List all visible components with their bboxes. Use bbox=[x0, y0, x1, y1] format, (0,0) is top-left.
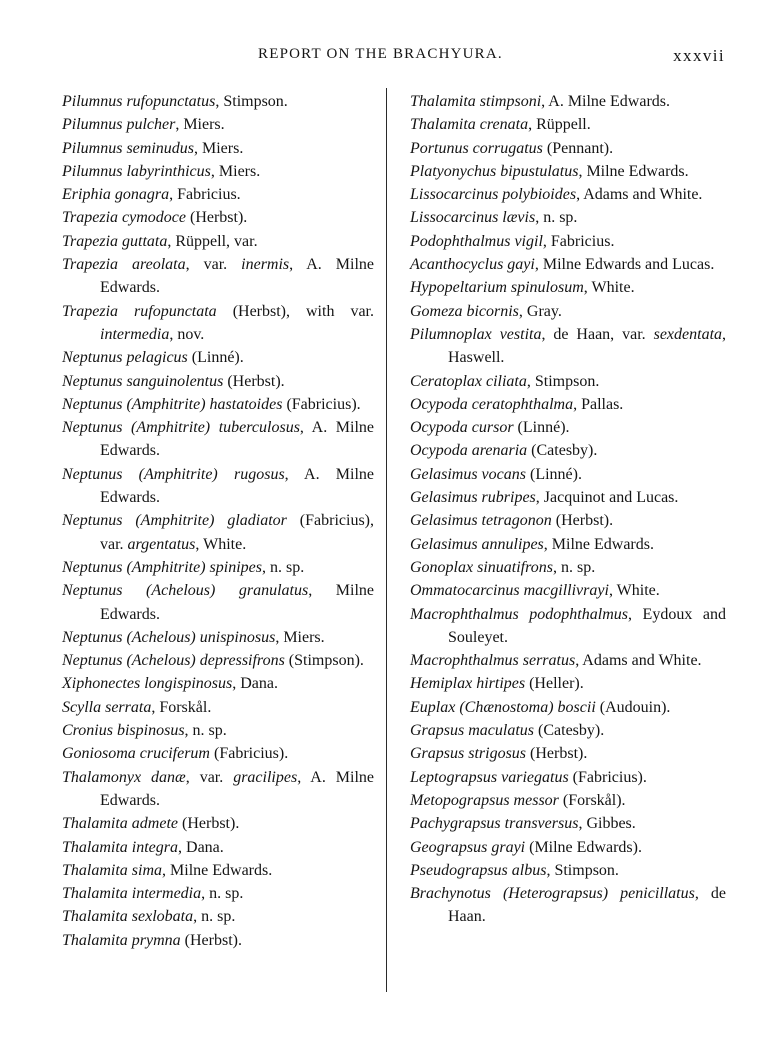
authority: , Pallas. bbox=[573, 395, 624, 413]
authority: (Linné). bbox=[187, 349, 244, 367]
species-name: Pilumnus labyrinthicus bbox=[62, 162, 211, 180]
species-entry bbox=[62, 230, 374, 253]
authority: , Stimpson. bbox=[526, 372, 600, 390]
species-name: Lissocarcinus lævis bbox=[410, 209, 536, 227]
species-entry bbox=[410, 742, 726, 765]
species-name: Neptunus (Amphitrite) tuberculosus bbox=[62, 419, 300, 437]
species-entry bbox=[410, 160, 726, 183]
species-name: inermis bbox=[241, 256, 290, 274]
species-name: Ocypoda cursor bbox=[410, 419, 514, 437]
species-entry bbox=[62, 206, 374, 229]
authority: , White. bbox=[195, 535, 247, 553]
authority: (Heller). bbox=[525, 675, 584, 693]
authority: , White. bbox=[583, 279, 635, 297]
authority: (Fabricius), var. bbox=[100, 512, 375, 553]
species-name: Neptunus (Achelous) granulatus bbox=[62, 582, 309, 600]
species-name: Gonoplax sinuatifrons bbox=[410, 558, 553, 576]
authority: (Fabricius). bbox=[209, 745, 289, 763]
species-entry bbox=[62, 393, 374, 416]
species-entry bbox=[62, 905, 374, 928]
species-entry bbox=[62, 766, 374, 813]
species-name: sexdentata bbox=[653, 325, 723, 343]
species-entry bbox=[62, 579, 374, 626]
species-name: Eriphia gonagra bbox=[62, 186, 170, 204]
authority: , n. sp. bbox=[193, 908, 236, 926]
species-entry bbox=[410, 556, 726, 579]
species-name: Neptunus sanguinolentus bbox=[62, 372, 224, 390]
authority: , n. sp. bbox=[261, 558, 305, 576]
species-entry bbox=[62, 626, 374, 649]
authority: (Linné). bbox=[513, 419, 570, 437]
species-entry bbox=[410, 882, 726, 929]
authority: (Linné). bbox=[525, 465, 582, 483]
species-entry bbox=[410, 859, 726, 882]
species-entry bbox=[410, 649, 726, 672]
species-name: Thalamita crenata bbox=[410, 116, 529, 134]
authority: , A. Milne Edwards. bbox=[541, 93, 671, 110]
species-name: Gelasimus tetragonon bbox=[410, 512, 552, 530]
authority: (Pennant). bbox=[542, 139, 614, 157]
species-name: Gomeza bicornis bbox=[410, 302, 519, 320]
authority: , Stimpson. bbox=[215, 93, 288, 110]
species-entry bbox=[410, 603, 726, 650]
species-name: Geograpsus grayi bbox=[410, 838, 526, 856]
species-name: Ocypoda ceratophthalma bbox=[410, 395, 574, 413]
authority: , n. sp. bbox=[552, 558, 596, 576]
authority: , n. sp. bbox=[535, 209, 578, 227]
species-entry bbox=[62, 812, 374, 835]
authority: , Dana. bbox=[232, 675, 278, 693]
authority: , Miers. bbox=[175, 116, 225, 134]
species-entry bbox=[410, 463, 726, 486]
species-entry bbox=[410, 183, 726, 206]
species-name: Trapezia rufopunctata bbox=[62, 302, 217, 320]
species-name: Ceratoplax ciliata bbox=[410, 372, 527, 390]
species-name: Pseudograpsus albus bbox=[410, 861, 547, 879]
species-name: Neptunus (Amphitrite) spinipes bbox=[62, 558, 262, 576]
authority: , Milne Edwards. bbox=[100, 582, 374, 623]
species-name: Ommatocarcinus macgillivrayi bbox=[410, 582, 609, 600]
species-entry bbox=[62, 649, 374, 672]
species-name: intermedia bbox=[100, 325, 170, 343]
species-entry bbox=[62, 836, 374, 859]
species-entry bbox=[62, 719, 374, 742]
species-entry bbox=[62, 137, 374, 160]
right-column bbox=[410, 90, 726, 929]
authority: , var. bbox=[185, 768, 234, 786]
page-number: xxxvii bbox=[673, 46, 725, 65]
species-entry bbox=[62, 556, 374, 579]
species-name: Hemiplax hirtipes bbox=[410, 675, 526, 693]
authority: , Dana. bbox=[178, 838, 224, 856]
species-name: Trapezia cymodoce bbox=[62, 209, 186, 227]
authority: (Fabricius). bbox=[568, 768, 647, 786]
authority: , Stimpson. bbox=[546, 861, 619, 879]
species-entry bbox=[410, 137, 726, 160]
species-name: Gelasimus annulipes bbox=[410, 535, 544, 553]
species-name: gracilipes bbox=[233, 768, 298, 786]
species-entry bbox=[62, 300, 374, 347]
species-name: Thalamita admete bbox=[62, 815, 178, 833]
species-name: Macrophthalmus podophthalmus bbox=[410, 605, 628, 623]
species-entry bbox=[410, 393, 726, 416]
species-entry bbox=[410, 90, 726, 113]
authority: , A. Milne Edwards. bbox=[100, 419, 375, 460]
authority: , A. Milne Edwards. bbox=[100, 768, 375, 809]
page-header bbox=[60, 46, 725, 70]
species-entry bbox=[410, 113, 726, 136]
species-name: Pachygrapsus transversus bbox=[410, 815, 579, 833]
species-entry bbox=[62, 742, 374, 765]
species-entry bbox=[410, 439, 726, 462]
species-name: Neptunus (Amphitrite) hastatoides bbox=[62, 395, 283, 413]
authority: , n. sp. bbox=[201, 885, 244, 903]
species-name: Neptunus (Amphitrite) gladiator bbox=[62, 512, 287, 530]
authority: , Milne Edwards. bbox=[162, 861, 273, 879]
authority: (Herbst). bbox=[185, 209, 248, 227]
species-name: Acanthocyclus gayi bbox=[410, 256, 535, 274]
authority: , Haswell. bbox=[448, 325, 727, 367]
species-name: Hypopeltarium spinulosum bbox=[410, 279, 584, 297]
authority: (Herbst). bbox=[178, 815, 240, 833]
species-entry bbox=[410, 766, 726, 789]
species-entry bbox=[410, 323, 726, 370]
species-entry bbox=[410, 836, 726, 859]
species-entry bbox=[62, 370, 374, 393]
authority: , Gray. bbox=[518, 302, 562, 320]
species-name: Gelasimus vocans bbox=[410, 465, 526, 483]
species-entry bbox=[410, 486, 726, 509]
authority: , Adams and White. bbox=[576, 186, 703, 204]
species-name: Xiphonectes longispinosus bbox=[62, 675, 233, 693]
species-name: Metopograpsus messor bbox=[410, 791, 559, 809]
species-name: Euplax (Chænostoma) boscii bbox=[410, 698, 596, 716]
authority: , Eydoux and Souleyet. bbox=[448, 605, 727, 646]
species-name: Goniosoma cruciferum bbox=[62, 745, 210, 763]
species-entry bbox=[62, 90, 374, 113]
species-name: Podophthalmus vigil bbox=[410, 232, 543, 250]
species-entry bbox=[410, 789, 726, 812]
authority: , A. Milne Edwards. bbox=[100, 256, 374, 297]
species-name: Neptunus (Amphitrite) rugosus bbox=[62, 465, 285, 483]
authority: , A. Milne Edwards. bbox=[100, 465, 375, 507]
species-entry bbox=[62, 672, 374, 695]
species-name: Cronius bispinosus bbox=[62, 722, 185, 740]
species-name: Trapezia guttata bbox=[62, 232, 168, 250]
species-name: Gelasimus rubripes bbox=[410, 489, 536, 507]
authority: , Fabricius. bbox=[169, 186, 241, 204]
species-entry bbox=[62, 253, 374, 300]
authority: , Adams and White. bbox=[575, 652, 702, 670]
species-entry bbox=[410, 416, 726, 439]
species-entry bbox=[62, 929, 374, 952]
species-name: Platyonychus bipustulatus bbox=[410, 162, 579, 180]
species-entry bbox=[62, 346, 374, 369]
authority: , Milne Edwards. bbox=[543, 535, 654, 553]
species-name: argentatus bbox=[127, 535, 196, 553]
authority: , Miers. bbox=[275, 628, 325, 646]
species-name: Portunus corrugatus bbox=[410, 139, 543, 157]
species-entry bbox=[62, 696, 374, 719]
authority: , de Haan. bbox=[448, 885, 726, 926]
species-name: Neptunus (Achelous) depressifrons bbox=[62, 652, 285, 670]
authority: , Rüppell, var. bbox=[167, 232, 258, 250]
running-title: REPORT ON THE BRACHYURA. bbox=[258, 46, 503, 62]
left-column bbox=[62, 90, 374, 952]
species-entry bbox=[62, 463, 374, 510]
species-entry bbox=[410, 276, 726, 299]
species-name: Pilumnoplax vestita bbox=[410, 325, 542, 343]
authority: , Milne Edwards. bbox=[578, 162, 689, 180]
authority: (Herbst). bbox=[551, 512, 614, 530]
authority: (Fabricius). bbox=[282, 395, 361, 413]
authority: , Miers. bbox=[210, 162, 261, 180]
species-entry bbox=[62, 160, 374, 183]
authority: (Stimpson). bbox=[284, 652, 364, 670]
authority: , nov. bbox=[169, 325, 205, 343]
species-name: Brachynotus (Heterograpsus) penicillatus bbox=[410, 885, 695, 903]
species-name: Grapsus maculatus bbox=[410, 722, 535, 740]
species-entry bbox=[410, 206, 726, 229]
authority: , Milne Edwards and Lucas. bbox=[534, 256, 715, 274]
species-name: Thalamita integra bbox=[62, 838, 179, 856]
species-entry bbox=[62, 416, 374, 463]
species-name: Thalamita intermedia bbox=[62, 885, 202, 903]
species-entry bbox=[410, 300, 726, 323]
species-entry bbox=[410, 672, 726, 695]
species-entry bbox=[62, 113, 374, 136]
authority: , Jacquinot and Lucas. bbox=[535, 489, 679, 507]
authority: , de Haan, var. bbox=[541, 325, 654, 343]
species-entry bbox=[410, 230, 726, 253]
species-name: Pilumnus rufopunctatus bbox=[62, 93, 216, 110]
species-entry bbox=[62, 183, 374, 206]
species-entry bbox=[410, 533, 726, 556]
species-name: Thalamonyx danæ bbox=[62, 768, 186, 786]
authority: , n. sp. bbox=[184, 722, 227, 740]
species-name: Scylla serrata bbox=[62, 698, 152, 716]
column-divider bbox=[386, 88, 387, 992]
species-name: Thalamita sima bbox=[62, 861, 163, 879]
species-entry bbox=[62, 882, 374, 905]
species-entry bbox=[410, 253, 726, 276]
authority: , Rüppell. bbox=[528, 116, 591, 134]
authority: (Herbst), with var. bbox=[216, 302, 374, 320]
authority: , var. bbox=[185, 256, 242, 274]
authority: (Herbst). bbox=[223, 372, 285, 390]
species-entry bbox=[62, 509, 374, 556]
species-name: Macrophthalmus serratus bbox=[410, 652, 576, 670]
authority: , White. bbox=[608, 582, 660, 600]
species-name: Trapezia areolata bbox=[62, 256, 186, 274]
authority: (Forskål). bbox=[558, 791, 626, 809]
species-name: Lissocarcinus polybioides bbox=[410, 186, 577, 204]
authority: , Miers. bbox=[194, 139, 244, 157]
species-name: Pilumnus seminudus bbox=[62, 139, 194, 157]
species-entry bbox=[410, 579, 726, 602]
species-name: Pilumnus pulcher bbox=[62, 116, 176, 134]
authority: , Gibbes. bbox=[578, 815, 636, 833]
authority: , Forskål. bbox=[151, 698, 212, 716]
species-entry bbox=[410, 696, 726, 719]
species-name: Grapsus strigosus bbox=[410, 745, 527, 763]
species-entry bbox=[410, 509, 726, 532]
species-name: Thalamita prymna bbox=[62, 931, 181, 949]
authority: (Audouin). bbox=[595, 698, 671, 716]
species-entry bbox=[410, 370, 726, 393]
authority: (Milne Edwards). bbox=[525, 838, 642, 856]
authority: , Fabricius. bbox=[542, 232, 615, 250]
authority: (Herbst). bbox=[180, 931, 242, 949]
authority: (Catesby). bbox=[534, 722, 605, 740]
species-name: Neptunus pelagicus bbox=[62, 349, 188, 367]
species-name: Thalamita stimpsoni bbox=[410, 93, 542, 110]
species-name: Ocypoda arenaria bbox=[410, 442, 528, 460]
species-name: Neptunus (Achelous) unispinosus bbox=[62, 628, 276, 646]
authority: (Herbst). bbox=[526, 745, 588, 763]
species-entry bbox=[410, 812, 726, 835]
authority: (Catesby). bbox=[527, 442, 598, 460]
species-name: Thalamita sexlobata bbox=[62, 908, 194, 926]
species-name: Leptograpsus variegatus bbox=[410, 768, 569, 786]
species-entry bbox=[62, 859, 374, 882]
species-entry bbox=[410, 719, 726, 742]
